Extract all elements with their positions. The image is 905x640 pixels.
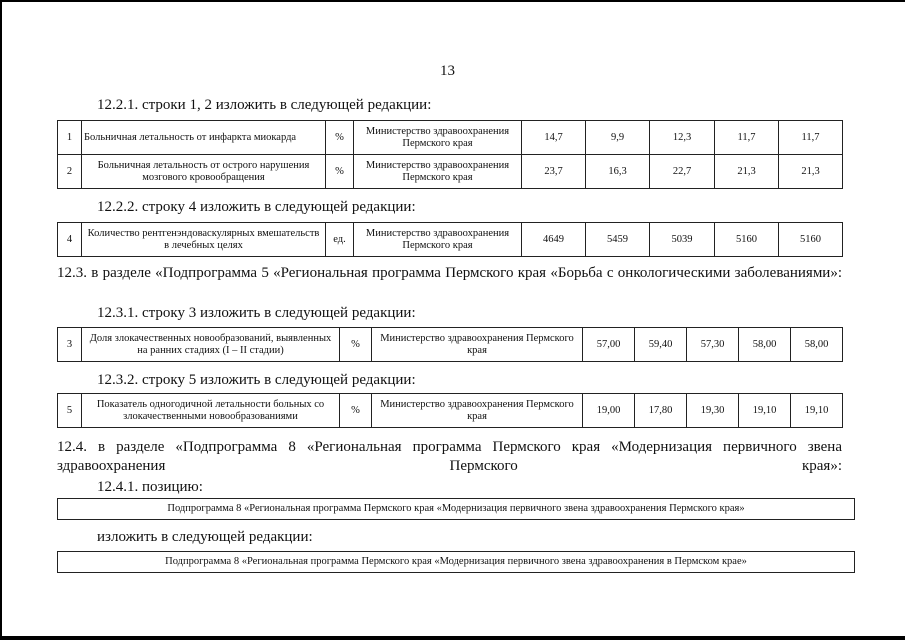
paragraph-12-3-2: 12.3.2. строку 5 изложить в следующей редакции: — [97, 372, 416, 388]
unit: % — [340, 394, 372, 428]
row-number: 1 — [58, 121, 82, 155]
subprogram-position-new: Подпрограмма 8 «Региональная программа Пермского края «Модернизация первичного звена здравоохранения в Пермском крае» — [57, 551, 855, 573]
paragraph-12-4-1: 12.4.1. позицию: — [97, 479, 203, 495]
value-cell: 19,10 — [791, 394, 843, 428]
page-number: 13 — [440, 63, 455, 79]
value-cell: 59,40 — [635, 328, 687, 362]
paragraph-12-2-1: 12.2.1. строки 1, 2 изложить в следующей редакции: — [97, 97, 432, 113]
value-cell: 58,00 — [791, 328, 843, 362]
indicators-table-row-4 — [57, 222, 843, 257]
value-cell: 21,3 — [715, 155, 779, 189]
table-row — [58, 155, 843, 189]
value-cell: 9,9 — [586, 121, 650, 155]
value-cell: 19,10 — [739, 394, 791, 428]
indicator-name: Доля злокачественных новообразований, выявленных на ранних стадиях (I – II стадии) — [82, 328, 340, 362]
indicators-table-row-3 — [57, 327, 843, 362]
value-cell: 11,7 — [779, 121, 843, 155]
value-cell: 5160 — [715, 223, 779, 257]
value-cell: 12,3 — [650, 121, 715, 155]
table-row — [58, 223, 843, 257]
responsible-org: Министерство здравоохранения Пермского края — [354, 121, 522, 155]
value-cell: 22,7 — [650, 155, 715, 189]
value-cell: 21,3 — [779, 155, 843, 189]
value-cell: 58,00 — [739, 328, 791, 362]
table-row — [58, 394, 843, 428]
responsible-org: Министерство здравоохранения Пермского края — [354, 223, 522, 257]
table-row — [58, 121, 843, 155]
value-cell: 5459 — [586, 223, 650, 257]
indicator-name: Количество рентгенэндоваскулярных вмешательств в лечебных целях — [82, 223, 326, 257]
unit: % — [326, 121, 354, 155]
indicators-table-row-5 — [57, 393, 843, 428]
value-cell: 5039 — [650, 223, 715, 257]
value-cell: 57,00 — [583, 328, 635, 362]
paragraph-12-3: 12.3. в разделе «Подпрограмма 5 «Региональная программа Пермского края «Борьба с онкологическими заболеваниями»: — [57, 265, 842, 281]
value-cell: 14,7 — [522, 121, 586, 155]
row-number: 4 — [58, 223, 82, 257]
page-border-bottom — [0, 636, 905, 640]
value-cell: 19,00 — [583, 394, 635, 428]
unit: % — [326, 155, 354, 189]
value-cell: 57,30 — [687, 328, 739, 362]
indicators-table-rows-1-2 — [57, 120, 843, 189]
page-border-left — [0, 0, 2, 640]
row-number: 5 — [58, 394, 82, 428]
responsible-org: Министерство здравоохранения Пермского края — [354, 155, 522, 189]
subprogram-position-old: Подпрограмма 8 «Региональная программа Пермского края «Модернизация первичного звена здравоохранения Пермского края» — [57, 498, 855, 520]
paragraph-12-3-1: 12.3.1. строку 3 изложить в следующей редакции: — [97, 305, 416, 321]
indicator-name: Больничная летальность от инфаркта миокарда — [82, 121, 326, 155]
paragraph-12-4: 12.4. в разделе «Подпрограмма 8 «Региональная программа Пермского края «Модернизация первичного звена здравоохранения Пермского края»: — [57, 439, 842, 474]
value-cell: 11,7 — [715, 121, 779, 155]
indicator-name: Больничная летальность от острого нарушения мозгового кровообращения — [82, 155, 326, 189]
value-cell: 4649 — [522, 223, 586, 257]
unit: ед. — [326, 223, 354, 257]
value-cell: 5160 — [779, 223, 843, 257]
row-number: 3 — [58, 328, 82, 362]
value-cell: 23,7 — [522, 155, 586, 189]
row-number: 2 — [58, 155, 82, 189]
paragraph-12-2-2: 12.2.2. строку 4 изложить в следующей редакции: — [97, 199, 416, 215]
responsible-org: Министерство здравоохранения Пермского края — [372, 328, 583, 362]
value-cell: 19,30 — [687, 394, 739, 428]
table-row — [58, 328, 843, 362]
unit: % — [340, 328, 372, 362]
value-cell: 17,80 — [635, 394, 687, 428]
value-cell: 16,3 — [586, 155, 650, 189]
page-border-top — [0, 0, 905, 2]
indicator-name: Показатель одногодичной летальности больных со злокачественными новообразованиями — [82, 394, 340, 428]
responsible-org: Министерство здравоохранения Пермского края — [372, 394, 583, 428]
paragraph-new-edition: изложить в следующей редакции: — [97, 529, 313, 545]
